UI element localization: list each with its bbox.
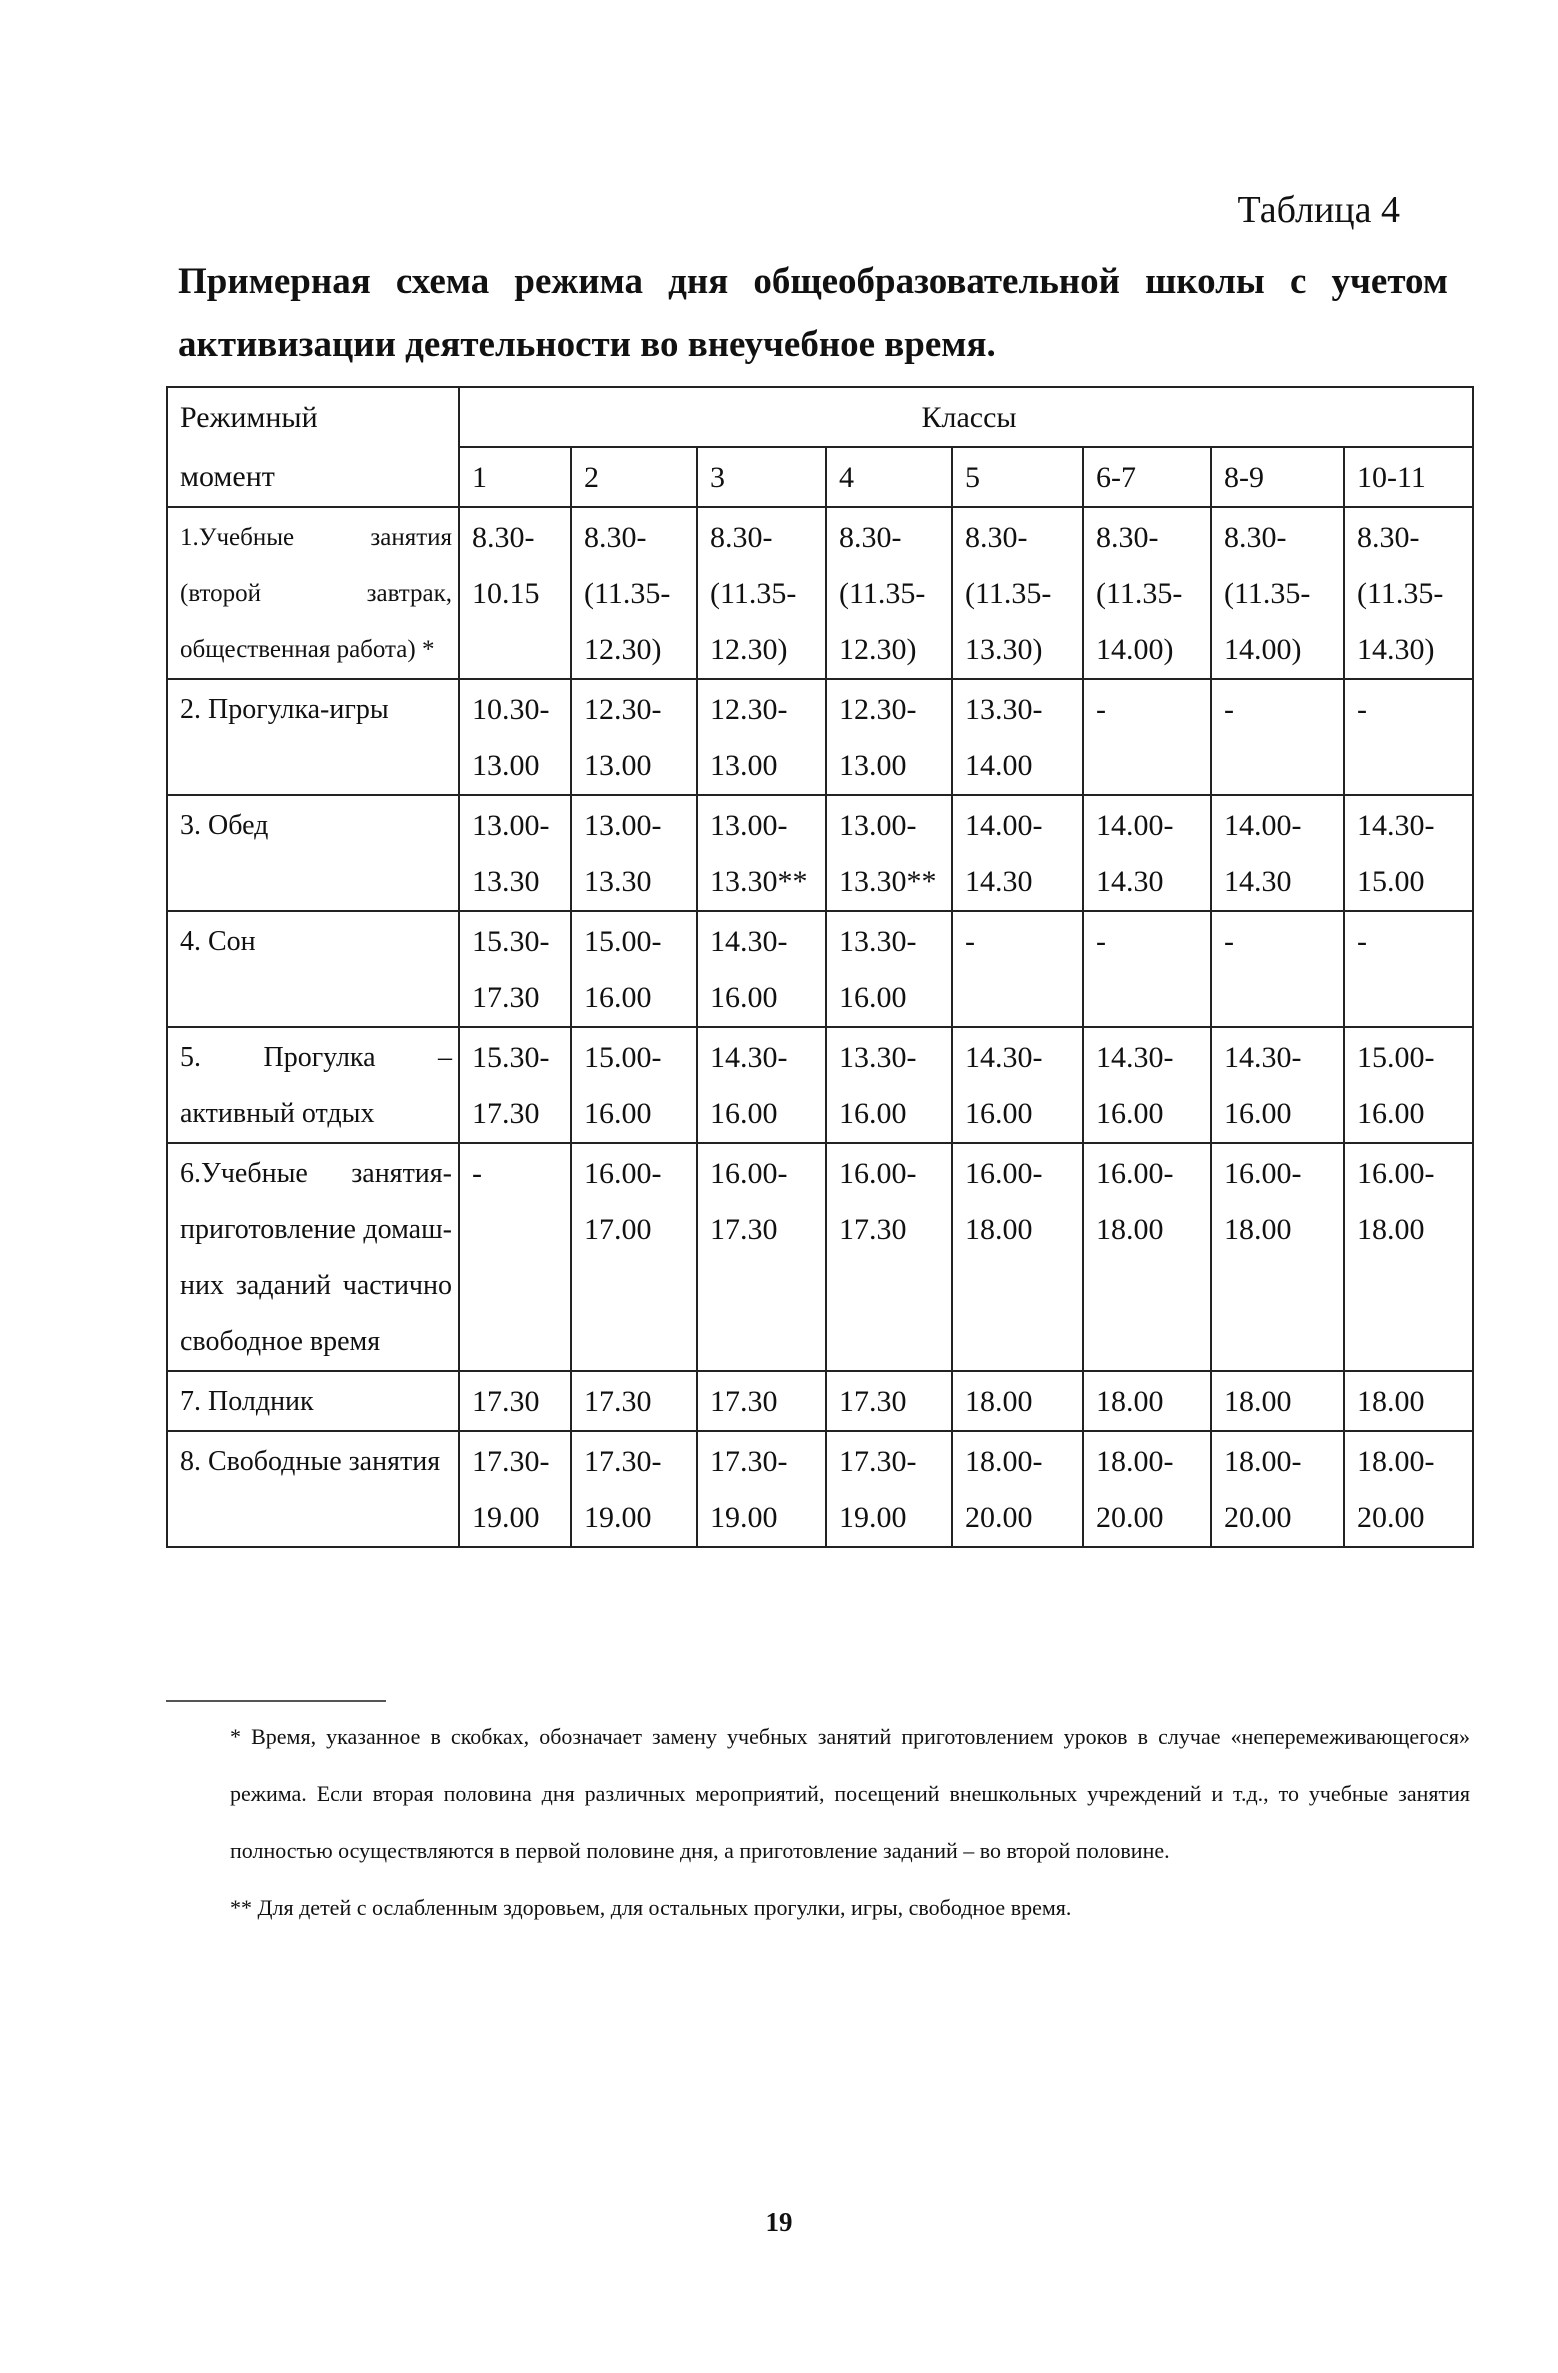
time-value: 16.00 [1096,1097,1164,1130]
time-cell [459,679,571,795]
time-value: 18.00 [965,1385,1033,1418]
time-cell [952,1371,1083,1431]
time-cell [459,795,571,911]
time-value: 17.30 [472,981,540,1014]
time-value: 13.00- [839,809,917,842]
mode-cell [167,1027,459,1143]
time-value: 14.00- [965,809,1043,842]
time-value: 17.00 [584,1213,652,1246]
time-value: 14.30- [1096,1041,1174,1074]
time-value: 15.00- [584,925,662,958]
time-value: 14.00) [1096,633,1174,666]
time-cell [697,795,826,911]
time-cell [1211,1371,1344,1431]
mode-cell [167,795,459,911]
time-value: (11.35- [1096,577,1183,610]
time-cell [1344,795,1473,911]
time-cell [1211,507,1344,679]
mode-cell [167,679,459,795]
time-cell [1083,1431,1211,1547]
time-cell [1083,911,1211,1027]
header-class-8: 10-11 [1344,447,1473,507]
time-cell [1344,911,1473,1027]
time-cell [571,1143,697,1371]
header-class-1: 1 [459,447,571,507]
time-value: 13.00 [839,749,907,782]
time-value: 13.30- [965,693,1043,726]
time-value: 18.00 [1357,1213,1425,1246]
time-value: 20.00 [1224,1501,1292,1534]
schedule-body [167,507,1473,1547]
time-value: (11.35- [1357,577,1444,610]
time-cell [697,1027,826,1143]
time-value: - [1224,925,1234,958]
time-value: 16.00 [584,1097,652,1130]
time-value: 17.30 [584,1385,652,1418]
time-cell [697,679,826,795]
time-value: 18.00 [965,1213,1033,1246]
time-value: 18.00- [1096,1445,1174,1478]
time-value: 13.00- [472,809,550,842]
time-value: 16.00- [965,1157,1043,1190]
time-value: - [472,1157,482,1190]
time-cell [1211,1143,1344,1371]
time-cell [459,507,571,679]
time-value: 8.30- [1224,521,1287,554]
time-value: 14.30 [1096,865,1164,898]
header-class-6: 6-7 [1083,447,1211,507]
time-value: 18.00 [1096,1213,1164,1246]
time-cell [1083,1371,1211,1431]
time-value: 19.00 [839,1501,907,1534]
time-value: 16.00- [1357,1157,1435,1190]
header-mode-label-2: момент [180,460,275,493]
time-value: 8.30- [710,521,773,554]
time-value: 13.00 [710,749,778,782]
time-cell [571,911,697,1027]
time-cell [952,1027,1083,1143]
time-cell [571,1027,697,1143]
time-value: 12.30) [839,633,917,666]
time-value: 20.00 [1357,1501,1425,1534]
footnote-1: * Время, указанное в скобках, обозначает замену учебных занятий приготовлением уроков в случае «неперемеживающегося» режима. Если вторая половина дня различных мероприятий, посещений внешкольных учреждений и т.д., то учебные занятия полностью осуществляются в первой половине дня, а приготовление заданий – во второй половине. [230,1724,1470,1863]
time-value: 15.00- [1357,1041,1435,1074]
time-value: 17.30 [839,1213,907,1246]
time-value: 14.30- [1224,1041,1302,1074]
time-cell [1083,795,1211,911]
time-cell [459,911,571,1027]
table-row [167,1371,1473,1431]
header-class-5: 5 [952,447,1083,507]
time-value: 10.30- [472,693,550,726]
time-cell [459,1371,571,1431]
mode-label: 8. Свободные занятия [180,1446,441,1477]
time-value: - [1096,925,1106,958]
time-cell [826,795,952,911]
time-cell [1211,1027,1344,1143]
time-value: - [1357,693,1367,726]
time-value: 18.00- [1224,1445,1302,1478]
time-value: 16.00 [710,1097,778,1130]
time-value: 8.30- [839,521,902,554]
time-value: 20.00 [965,1501,1033,1534]
time-value: 16.00 [965,1097,1033,1130]
time-value: 13.30) [965,633,1043,666]
mode-cell [167,1143,459,1371]
time-value: 13.30** [710,865,808,898]
time-value: (11.35- [710,577,797,610]
time-cell [952,507,1083,679]
time-value: 17.30- [839,1445,917,1478]
time-cell [459,1431,571,1547]
time-value: 17.30 [839,1385,907,1418]
time-value: 8.30- [1096,521,1159,554]
time-value: 16.00 [584,981,652,1014]
scan-artifact [166,1700,386,1702]
footnote-2: ** Для детей с ослабленным здоровьем, для остальных прогулки, игры, свободное время. [230,1895,1072,1920]
time-value: 13.30 [584,865,652,898]
time-cell [1344,1143,1473,1371]
time-value: 13.30- [839,1041,917,1074]
time-value: 16.00- [1224,1157,1302,1190]
time-cell [459,1027,571,1143]
time-value: 14.30- [965,1041,1043,1074]
time-cell [1344,679,1473,795]
table-row [167,795,1473,911]
time-value: 20.00 [1096,1501,1164,1534]
time-cell [1344,1371,1473,1431]
time-cell [1344,507,1473,679]
time-value: 16.00- [710,1157,788,1190]
time-cell [697,1431,826,1547]
time-cell [952,679,1083,795]
time-value: 15.30- [472,925,550,958]
time-value: 14.30- [710,925,788,958]
time-value: 19.00 [584,1501,652,1534]
time-cell [826,1027,952,1143]
time-cell [571,1431,697,1547]
time-value: 8.30- [965,521,1028,554]
time-value: (11.35- [1224,577,1311,610]
header-row-classes [167,447,1473,507]
mode-cell [167,1431,459,1547]
time-cell [1083,1143,1211,1371]
time-cell [1211,1431,1344,1547]
header-mode-cell-bottom [167,447,459,507]
time-cell [826,1431,952,1547]
time-cell [1211,911,1344,1027]
time-cell [1083,507,1211,679]
time-value: 18.00 [1224,1213,1292,1246]
time-value: 12.30) [584,633,662,666]
table-row [167,507,1473,679]
time-value: 15.00- [584,1041,662,1074]
mode-label: 3. Обед [180,810,269,841]
header-row-top [167,387,1473,447]
time-value: 14.30) [1357,633,1435,666]
time-cell [826,507,952,679]
time-value: 14.00- [1224,809,1302,842]
time-value: 13.00- [710,809,788,842]
time-value: 14.30- [1357,809,1435,842]
footnotes [178,1708,1470,1936]
time-cell [952,1143,1083,1371]
time-value: 19.00 [710,1501,778,1534]
time-value: - [1224,693,1234,726]
mode-label: 6.Учебные занятия-приготовление домаш- них заданий частично свободное время [180,1158,452,1357]
mode-label: 4. Сон [180,926,256,957]
time-value: 12.30) [710,633,788,666]
time-cell [571,679,697,795]
time-value: 10.15 [472,577,540,610]
time-value: 12.30- [584,693,662,726]
time-cell [826,1371,952,1431]
time-value: 18.00 [1357,1385,1425,1418]
time-value: 12.30- [710,693,788,726]
mode-label: 7. Полдник [180,1386,314,1417]
time-value: 14.00 [965,749,1033,782]
time-value: (11.35- [839,577,926,610]
time-value: 8.30- [472,521,535,554]
time-value: 15.30- [472,1041,550,1074]
time-value: 18.00- [1357,1445,1435,1478]
time-value: 14.30 [965,865,1033,898]
time-value: 19.00 [472,1501,540,1534]
time-cell [826,1143,952,1371]
header-class-7: 8-9 [1211,447,1344,507]
time-value: 13.00- [584,809,662,842]
time-cell [952,795,1083,911]
page-number: 19 [765,2207,793,2237]
time-value: 8.30- [1357,521,1420,554]
time-cell [697,1371,826,1431]
time-value: 14.30- [710,1041,788,1074]
table-row [167,1027,1473,1143]
mode-cell [167,911,459,1027]
time-value: 16.00 [839,981,907,1014]
time-value: - [1357,925,1367,958]
time-value: 17.30 [472,1385,540,1418]
table-row [167,679,1473,795]
time-cell [952,911,1083,1027]
time-value: 14.00- [1096,809,1174,842]
time-value: 13.30 [472,865,540,898]
header-class-2: 2 [571,447,697,507]
time-value: 18.00 [1096,1385,1164,1418]
time-value: 16.00 [1224,1097,1292,1130]
header-class-4: 4 [826,447,952,507]
time-value: (11.35- [584,577,671,610]
mode-cell [167,507,459,679]
time-value: - [1096,693,1106,726]
table-label: Таблица 4 [1237,189,1400,231]
time-value: 16.00 [710,981,778,1014]
time-cell [1344,1027,1473,1143]
time-value: 17.30- [584,1445,662,1478]
time-value: 15.00 [1357,865,1425,898]
time-value: 17.30 [472,1097,540,1130]
time-cell [571,795,697,911]
time-value: 13.00 [472,749,540,782]
time-value: 13.30** [839,865,937,898]
header-classes: Классы [459,387,1473,447]
time-value: 17.30- [472,1445,550,1478]
time-cell [697,911,826,1027]
time-value: 14.30 [1224,865,1292,898]
header-mode-cell-top [167,387,459,447]
header-class-3: 3 [697,447,826,507]
time-cell [952,1431,1083,1547]
page-title: Примерная схема режима дня общеобразовательной школы с учетом активизации деятельности во внеучебное время. [178,261,1448,365]
time-value: 17.30 [710,1385,778,1418]
time-value: (11.35- [965,577,1052,610]
time-value: 16.00- [584,1157,662,1190]
mode-cell [167,1371,459,1431]
time-value: 8.30- [584,521,647,554]
time-value: 18.00- [965,1445,1043,1478]
time-cell [697,1143,826,1371]
time-value: 17.30 [710,1213,778,1246]
time-cell [826,911,952,1027]
mode-label: 1.Учебные занятия (второй завтрак, общественная работа) * [180,524,452,663]
time-cell [826,679,952,795]
time-value: 14.00) [1224,633,1302,666]
time-value: 12.30- [839,693,917,726]
time-value: 16.00 [1357,1097,1425,1130]
time-cell [459,1143,571,1371]
time-value: 13.30- [839,925,917,958]
time-cell [1344,1431,1473,1547]
time-value: 16.00- [1096,1157,1174,1190]
mode-label: 2. Прогулка-игры [180,694,389,725]
header-mode-label: Режимный [180,401,318,434]
table-row [167,1143,1473,1371]
time-cell [1083,1027,1211,1143]
time-value: 16.00 [839,1097,907,1130]
time-value: - [965,925,975,958]
time-cell [571,507,697,679]
mode-label: 5. Прогулка – активный отдых [180,1042,452,1129]
time-cell [571,1371,697,1431]
time-cell [697,507,826,679]
time-value: 18.00 [1224,1385,1292,1418]
table-row [167,1431,1473,1547]
time-value: 17.30- [710,1445,788,1478]
table-row [167,911,1473,1027]
time-cell [1083,679,1211,795]
time-cell [1211,679,1344,795]
schedule-table [166,386,1474,1548]
time-value: 16.00- [839,1157,917,1190]
time-value: 13.00 [584,749,652,782]
time-cell [1211,795,1344,911]
